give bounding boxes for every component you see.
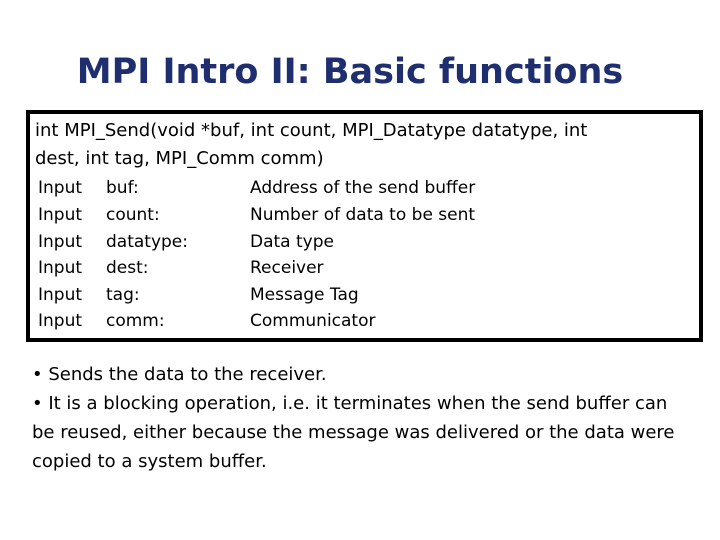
- signature-line-2: dest, int tag, MPI_Comm comm): [35, 148, 324, 169]
- bullet-item: • It is a blocking operation, i.e. it terminates when the send buffer can be reused, either because the message was delivered or the data were copied to a system buffer.: [32, 393, 675, 472]
- param-description: Data type: [250, 232, 334, 252]
- param-description: Receiver: [250, 258, 324, 278]
- param-io: Input: [38, 205, 83, 225]
- param-io: Input: [38, 232, 83, 252]
- slide-title: MPI Intro II: Basic functions: [76, 52, 624, 92]
- param-name: dest:: [106, 258, 149, 278]
- param-io: Input: [38, 178, 83, 198]
- bullet-list: [32, 360, 692, 476]
- param-io: Input: [38, 258, 83, 278]
- function-signature-box: [26, 110, 703, 342]
- param-description: Address of the send buffer: [250, 178, 476, 198]
- param-description: Communicator: [250, 311, 376, 331]
- param-description: Number of data to be sent: [250, 205, 476, 225]
- param-name: tag:: [106, 285, 140, 305]
- param-name: datatype:: [106, 232, 188, 252]
- param-description: Message Tag: [250, 285, 359, 305]
- signature-line-1: int MPI_Send(void *buf, int count, MPI_Datatype datatype, int: [35, 120, 588, 141]
- param-name: buf:: [106, 178, 139, 198]
- param-name: count:: [106, 205, 160, 225]
- param-io: Input: [38, 311, 83, 331]
- param-io: Input: [38, 285, 83, 305]
- param-name: comm:: [106, 311, 165, 331]
- bullet-item: • Sends the data to the receiver.: [32, 364, 327, 385]
